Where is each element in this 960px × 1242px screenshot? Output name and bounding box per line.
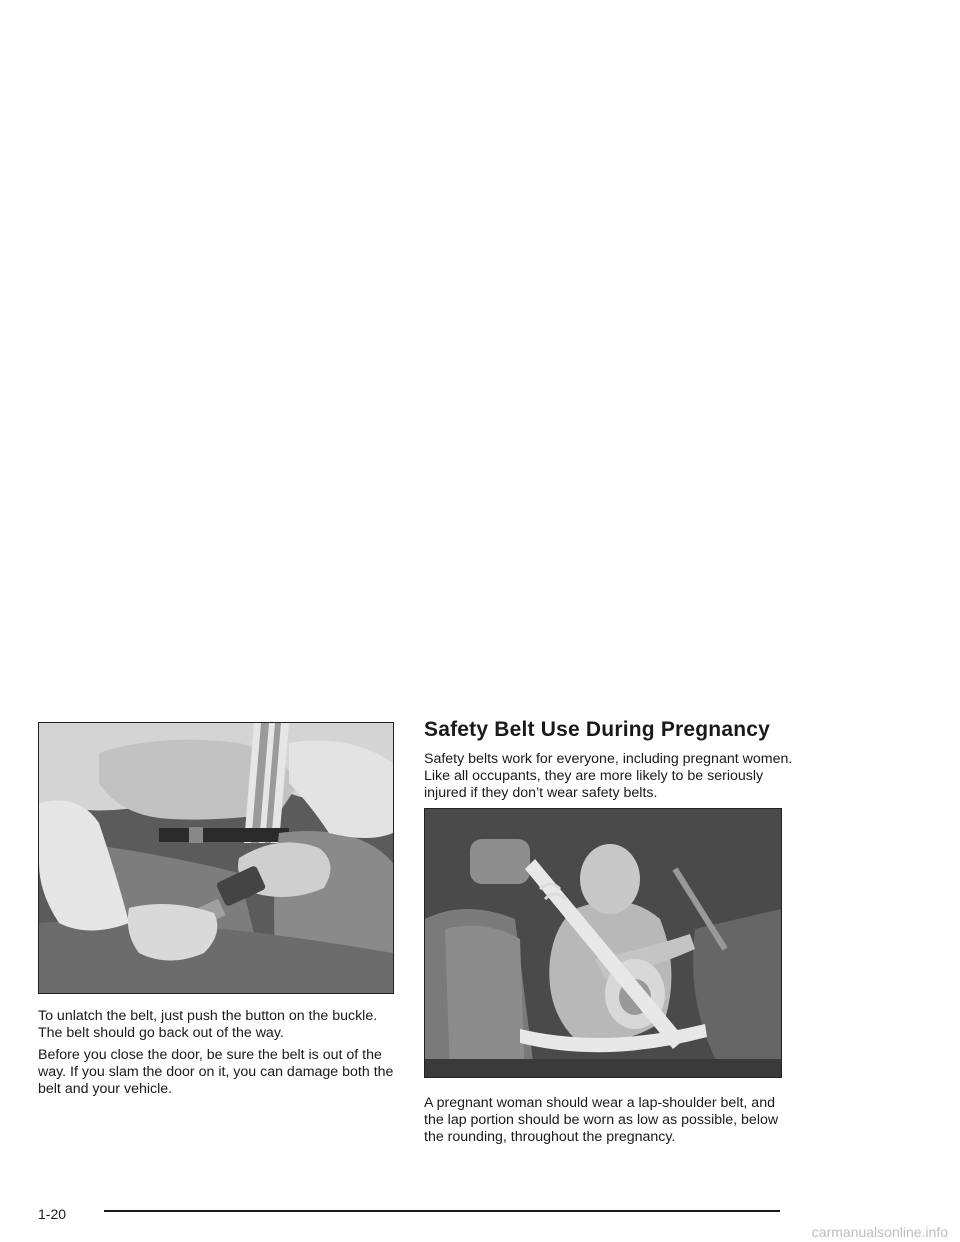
section-heading: Safety Belt Use During Pregnancy <box>424 718 770 741</box>
pregnancy-caption-paragraph: A pregnant woman should wear a lap-shoulder belt, and the lap portion should be worn as low as possible, below the rounding, throughout the pregnancy. <box>424 1095 779 1145</box>
door-caution-paragraph: Before you close the door, be sure the belt is out of the way. If you slam the door on it, you can damage both the belt and your vehicle. <box>38 1047 394 1097</box>
watermark: carmanualsonline.info <box>811 1224 948 1240</box>
buckle-release-illustration <box>38 722 394 994</box>
footer-rule <box>104 1210 780 1212</box>
pregnancy-intro-paragraph: Safety belts work for everyone, including pregnant women. Like all occupants, they are more likely to be seriously injured if they don’t wear safety belts. <box>424 751 793 801</box>
unlatch-paragraph: To unlatch the belt, just push the button on the buckle. The belt should go back out of the way. <box>38 1008 378 1041</box>
pregnant-occupant-illustration <box>424 808 782 1078</box>
page-number: 1-20 <box>38 1206 67 1222</box>
